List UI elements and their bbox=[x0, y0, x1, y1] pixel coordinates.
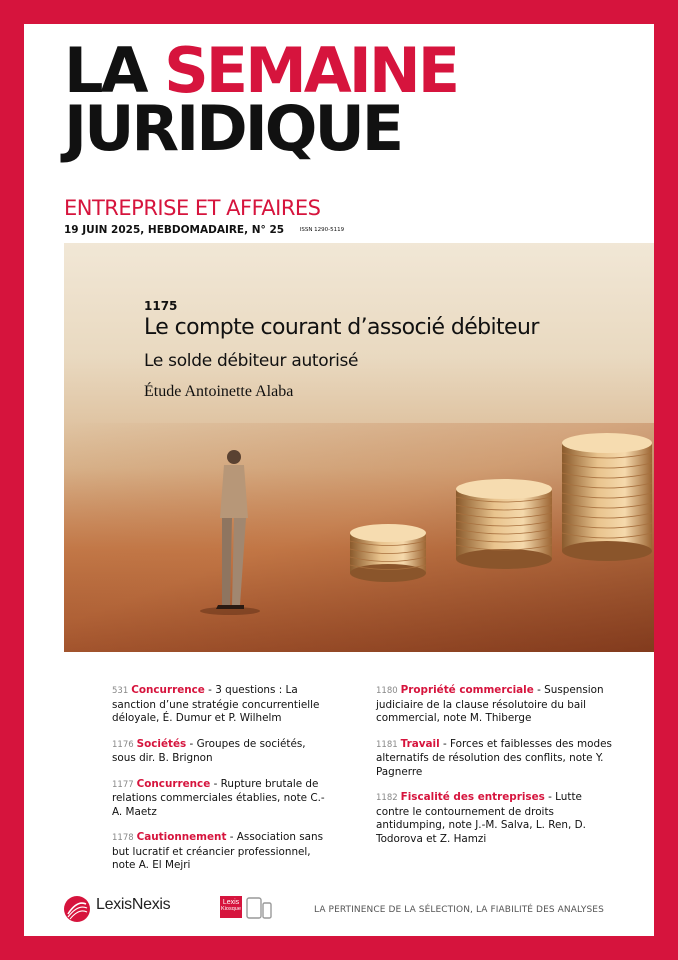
edition-subtitle: ENTREPRISE ET AFFAIRES bbox=[64, 196, 321, 220]
coin-stack-small bbox=[350, 524, 426, 582]
cover-footer bbox=[24, 886, 654, 926]
publisher-name: LexisNexis bbox=[96, 896, 171, 913]
coin-stack-tall bbox=[562, 433, 652, 561]
articles-right-column bbox=[376, 684, 616, 858]
feature-number: 1175 bbox=[144, 299, 178, 313]
articles-left-column bbox=[112, 684, 332, 885]
issue-dateline bbox=[64, 224, 344, 236]
lexisnexis-logo-icon bbox=[62, 894, 92, 924]
tablet-phone-icon bbox=[246, 896, 272, 920]
article-item: 1180 Propriété commerciale - Suspension judiciaire de la clause résolutoire du bail commercial, note M. Thiberge bbox=[376, 684, 604, 724]
feature-subtitle: Le solde débiteur autorisé bbox=[144, 351, 359, 371]
feature-title: Le compte courant d’associé débiteur bbox=[144, 315, 539, 340]
article-item: 1177 Concurrence - Rupture brutale de relations commerciales établies, note C.-A. Maetz bbox=[112, 777, 325, 818]
issn: ISSN 1290-5119 bbox=[299, 227, 345, 233]
kiosque-bottom: Kiosque bbox=[221, 906, 241, 912]
masthead-semaine: SEMAINE bbox=[164, 34, 458, 107]
cover-page bbox=[24, 24, 654, 936]
article-item: 1181 Travail - Forces et faiblesses des modes alternatifs de résolution des conflits, note Y. Pagnerre bbox=[376, 737, 612, 778]
article-item: 531 Concurrence - 3 questions : La sanction d’une stratégie concurrentielle déloyale, É. Dumur et P. Wilhelm bbox=[112, 684, 320, 724]
feature-author: Étude Antoinette Alaba bbox=[144, 383, 294, 400]
tagline: LA PERTINENCE DE LA SÉLECTION, LA FIABILITÉ DES ANALYSES bbox=[314, 905, 604, 915]
dateline-text: 19 JUIN 2025, HEBDOMADAIRE, N° 25 bbox=[64, 224, 285, 236]
article-item: 1182 Fiscalité des entreprises - Lutte contre le contournement de droits antidumping, note J.-M. Salva, L. Ren, D. Todorova et Z. Hamzi bbox=[376, 791, 586, 845]
article-item: 1176 Sociétés - Groupes de sociétés, sous dir. B. Brignon bbox=[112, 737, 306, 764]
masthead-juridique: JURIDIQUE bbox=[64, 92, 402, 165]
cover-image bbox=[64, 243, 654, 652]
masthead bbox=[64, 34, 458, 165]
article-item: 1178 Cautionnement - Association sans but lucratif et créancier professionnel, note A. El Mejri bbox=[112, 831, 324, 871]
lexis-kiosque-badge bbox=[220, 896, 242, 918]
coin-stack-medium bbox=[456, 479, 552, 569]
businessman-figurine bbox=[200, 450, 260, 615]
kiosque-top: Lexis bbox=[222, 899, 240, 906]
masthead-la: LA bbox=[64, 34, 146, 107]
